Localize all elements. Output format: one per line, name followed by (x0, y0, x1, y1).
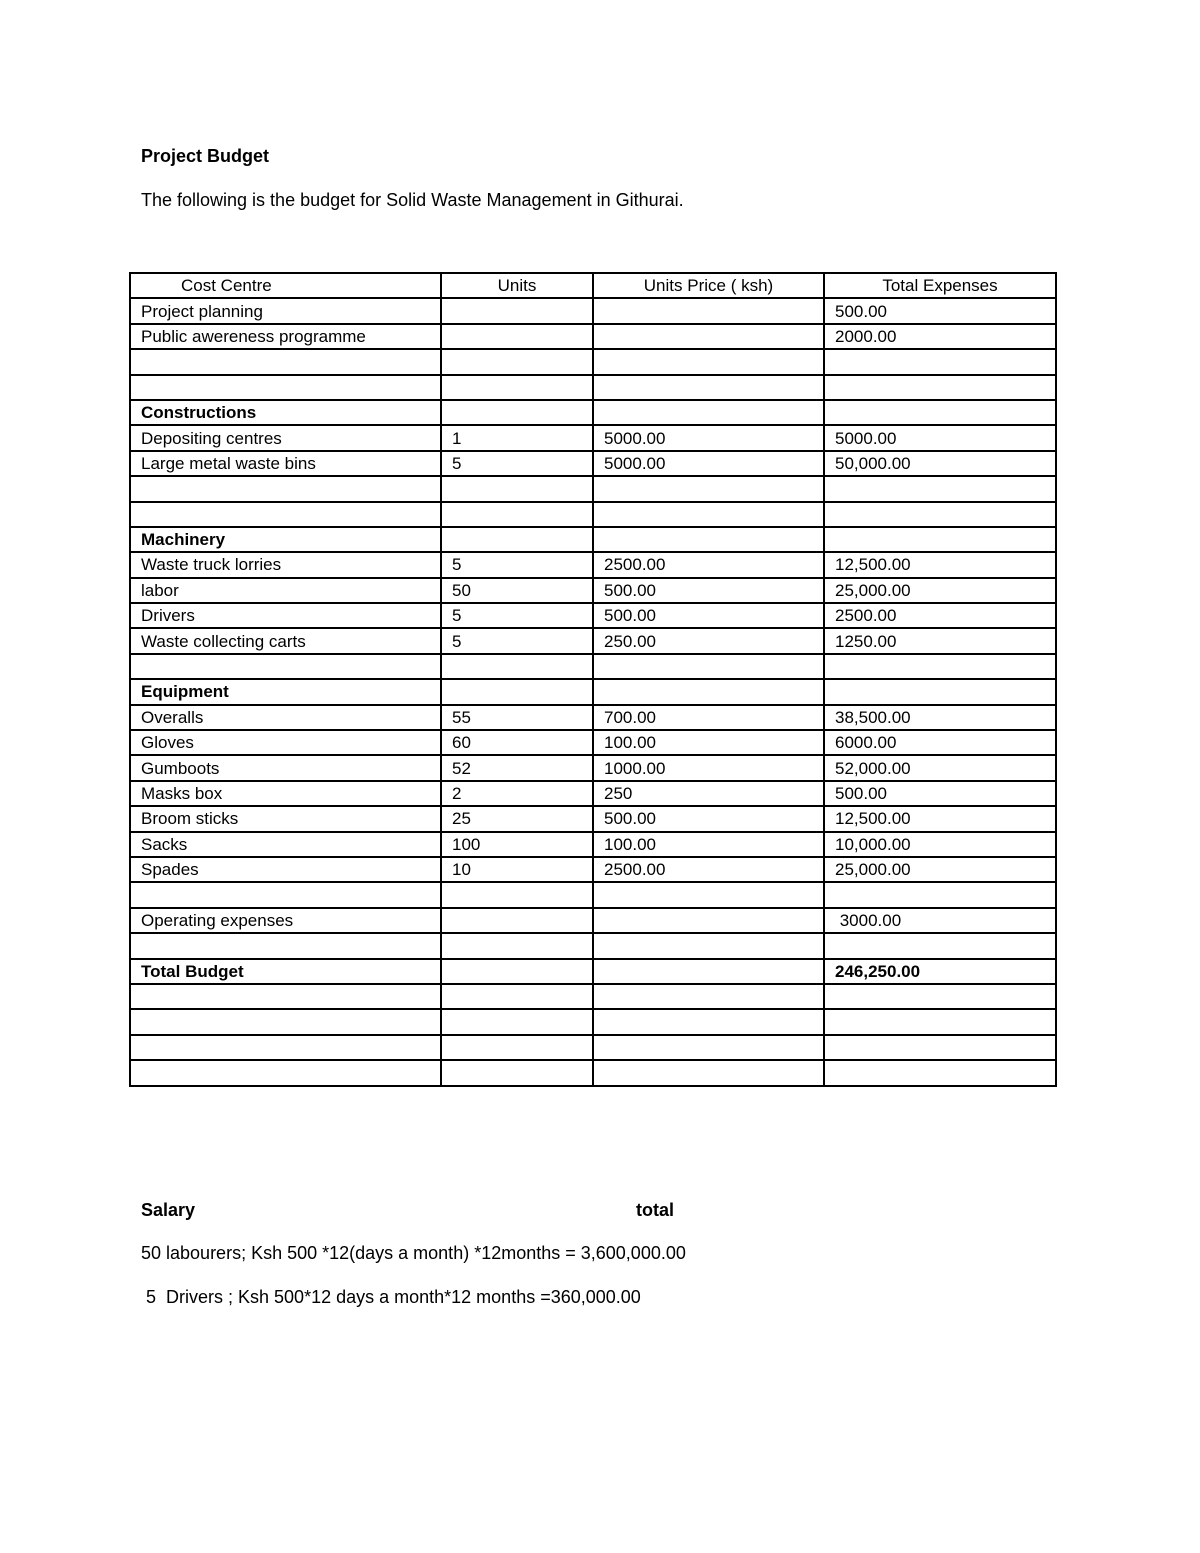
cell-unit-price (593, 1009, 824, 1034)
cell-cost-centre: Gloves (130, 730, 441, 755)
cell-unit-price (593, 908, 824, 933)
cell-unit-price: 5000.00 (593, 451, 824, 476)
cell-unit-price (593, 1035, 824, 1060)
cell-total (824, 502, 1056, 527)
cell-total: 10,000.00 (824, 832, 1056, 857)
cell-unit-price (593, 679, 824, 704)
cell-total (824, 1035, 1056, 1060)
cell-unit-price (593, 324, 824, 349)
cell-units (441, 476, 593, 501)
cell-cost-centre: Spades (130, 857, 441, 882)
cell-total (824, 400, 1056, 425)
table-row (130, 425, 1056, 450)
cell-unit-price (593, 349, 824, 374)
cell-total (824, 933, 1056, 958)
header-total-expenses: Total Expenses (824, 273, 1056, 298)
cell-units: 1 (441, 425, 593, 450)
table-row (130, 832, 1056, 857)
cell-total: 52,000.00 (824, 755, 1056, 780)
cell-units (441, 349, 593, 374)
table-row (130, 1009, 1056, 1034)
cell-cost-centre: Waste truck lorries (130, 552, 441, 577)
table-row (130, 984, 1056, 1009)
cell-unit-price (593, 984, 824, 1009)
cell-cost-centre: Constructions (130, 400, 441, 425)
cell-unit-price (593, 375, 824, 400)
cell-cost-centre: Gumboots (130, 755, 441, 780)
cell-units (441, 933, 593, 958)
cell-cost-centre: Operating expenses (130, 908, 441, 933)
cell-total: 5000.00 (824, 425, 1056, 450)
table-row (130, 705, 1056, 730)
cell-total: 50,000.00 (824, 451, 1056, 476)
cell-unit-price (593, 654, 824, 679)
cell-cost-centre: Waste collecting carts (130, 628, 441, 653)
cell-unit-price (593, 298, 824, 323)
cell-total (824, 1060, 1056, 1085)
cell-total (824, 527, 1056, 552)
cell-units: 25 (441, 806, 593, 831)
table-row (130, 324, 1056, 349)
cell-total: 500.00 (824, 781, 1056, 806)
cell-units (441, 502, 593, 527)
cell-total: 12,500.00 (824, 552, 1056, 577)
cell-cost-centre: Sacks (130, 832, 441, 857)
cell-total: 38,500.00 (824, 705, 1056, 730)
cell-unit-price (593, 502, 824, 527)
cell-cost-centre: Drivers (130, 603, 441, 628)
cell-total (824, 1009, 1056, 1034)
table-row (130, 730, 1056, 755)
table-row (130, 933, 1056, 958)
header-unit-price: Units Price ( ksh) (593, 273, 824, 298)
table-row (130, 908, 1056, 933)
cell-cost-centre: Machinery (130, 527, 441, 552)
cell-total (824, 375, 1056, 400)
cell-unit-price: 100.00 (593, 832, 824, 857)
header-cost-centre: Cost Centre (130, 273, 441, 298)
intro-text: The following is the budget for Solid Waste Management in Githurai. (141, 190, 684, 210)
cell-units: 5 (441, 603, 593, 628)
table-row (130, 349, 1056, 374)
cell-unit-price: 500.00 (593, 806, 824, 831)
cell-units: 60 (441, 730, 593, 755)
cell-cost-centre (130, 375, 441, 400)
cell-total: 1250.00 (824, 628, 1056, 653)
cell-unit-price: 700.00 (593, 705, 824, 730)
cell-units: 50 (441, 578, 593, 603)
table-row (130, 527, 1056, 552)
cell-units (441, 324, 593, 349)
cell-unit-price (593, 933, 824, 958)
cell-units (441, 984, 593, 1009)
cell-total: 25,000.00 (824, 857, 1056, 882)
table-row (130, 476, 1056, 501)
cell-units (441, 400, 593, 425)
table-row (130, 959, 1056, 984)
cell-cost-centre: labor (130, 578, 441, 603)
cell-units (441, 1060, 593, 1085)
cell-units (441, 679, 593, 704)
salary-total-heading: total (636, 1200, 674, 1220)
table-row (130, 298, 1056, 323)
cell-cost-centre: Equipment (130, 679, 441, 704)
cell-unit-price: 2500.00 (593, 857, 824, 882)
cell-cost-centre (130, 654, 441, 679)
table-row (130, 502, 1056, 527)
table-row (130, 603, 1056, 628)
cell-total: 3000.00 (824, 908, 1056, 933)
cell-units (441, 1009, 593, 1034)
cell-units (441, 959, 593, 984)
cell-cost-centre: Large metal waste bins (130, 451, 441, 476)
cell-total: 2000.00 (824, 324, 1056, 349)
cell-unit-price: 250 (593, 781, 824, 806)
cell-cost-centre (130, 1035, 441, 1060)
table-row (130, 628, 1056, 653)
cell-unit-price: 500.00 (593, 603, 824, 628)
cell-units: 52 (441, 755, 593, 780)
cell-cost-centre (130, 349, 441, 374)
cell-total: 12,500.00 (824, 806, 1056, 831)
cell-total (824, 984, 1056, 1009)
cell-cost-centre: Masks box (130, 781, 441, 806)
table-row (130, 806, 1056, 831)
cell-units (441, 908, 593, 933)
cell-units: 10 (441, 857, 593, 882)
cell-cost-centre (130, 984, 441, 1009)
cell-cost-centre (130, 933, 441, 958)
table-row (130, 882, 1056, 907)
cell-total: 500.00 (824, 298, 1056, 323)
table-row (130, 755, 1056, 780)
cell-units (441, 882, 593, 907)
cell-total: 25,000.00 (824, 578, 1056, 603)
cell-unit-price (593, 882, 824, 907)
cell-total: 6000.00 (824, 730, 1056, 755)
header-units: Units (441, 273, 593, 298)
cell-cost-centre: Depositing centres (130, 425, 441, 450)
cell-total (824, 679, 1056, 704)
page-title: Project Budget (141, 146, 270, 166)
cell-unit-price: 500.00 (593, 578, 824, 603)
cell-total (824, 654, 1056, 679)
cell-cost-centre (130, 502, 441, 527)
cell-cost-centre (130, 1009, 441, 1034)
cell-units: 100 (441, 832, 593, 857)
cell-cost-centre (130, 476, 441, 501)
cell-total (824, 476, 1056, 501)
table-row (130, 375, 1056, 400)
cell-unit-price (593, 527, 824, 552)
cell-total (824, 882, 1056, 907)
cell-unit-price: 100.00 (593, 730, 824, 755)
cell-unit-price: 5000.00 (593, 425, 824, 450)
salary-line-labourers: 50 labourers; Ksh 500 *12(days a month) *12months = 3,600,000.00 (141, 1243, 686, 1263)
cell-unit-price (593, 400, 824, 425)
cell-units (441, 375, 593, 400)
cell-units (441, 298, 593, 323)
cell-cost-centre (130, 1060, 441, 1085)
cell-cost-centre: Project planning (130, 298, 441, 323)
table-row (130, 400, 1056, 425)
cell-units: 5 (441, 451, 593, 476)
salary-heading: Salary (141, 1200, 196, 1220)
cell-total: 246,250.00 (824, 959, 1056, 984)
cell-unit-price (593, 959, 824, 984)
cell-cost-centre: Total Budget (130, 959, 441, 984)
cell-units: 55 (441, 705, 593, 730)
cell-unit-price (593, 1060, 824, 1085)
cell-cost-centre: Public awereness programme (130, 324, 441, 349)
table-row (130, 578, 1056, 603)
table-header-row (130, 273, 1056, 298)
cell-unit-price: 2500.00 (593, 552, 824, 577)
table-row (130, 552, 1056, 577)
cell-total: 2500.00 (824, 603, 1056, 628)
cell-units: 5 (441, 628, 593, 653)
cell-units: 2 (441, 781, 593, 806)
cell-units: 5 (441, 552, 593, 577)
cell-cost-centre (130, 882, 441, 907)
budget-table (129, 272, 1057, 1087)
table-row (130, 679, 1056, 704)
cell-unit-price: 1000.00 (593, 755, 824, 780)
cell-units (441, 1035, 593, 1060)
salary-line-drivers: 5 Drivers ; Ksh 500*12 days a month*12 months =360,000.00 (141, 1287, 641, 1307)
table-row (130, 654, 1056, 679)
table-row (130, 1035, 1056, 1060)
cell-total (824, 349, 1056, 374)
cell-unit-price: 250.00 (593, 628, 824, 653)
cell-cost-centre: Broom sticks (130, 806, 441, 831)
table-row (130, 781, 1056, 806)
table-row (130, 857, 1056, 882)
table-row (130, 451, 1056, 476)
cell-units (441, 654, 593, 679)
table-row (130, 1060, 1056, 1085)
cell-units (441, 527, 593, 552)
cell-unit-price (593, 476, 824, 501)
cell-cost-centre: Overalls (130, 705, 441, 730)
